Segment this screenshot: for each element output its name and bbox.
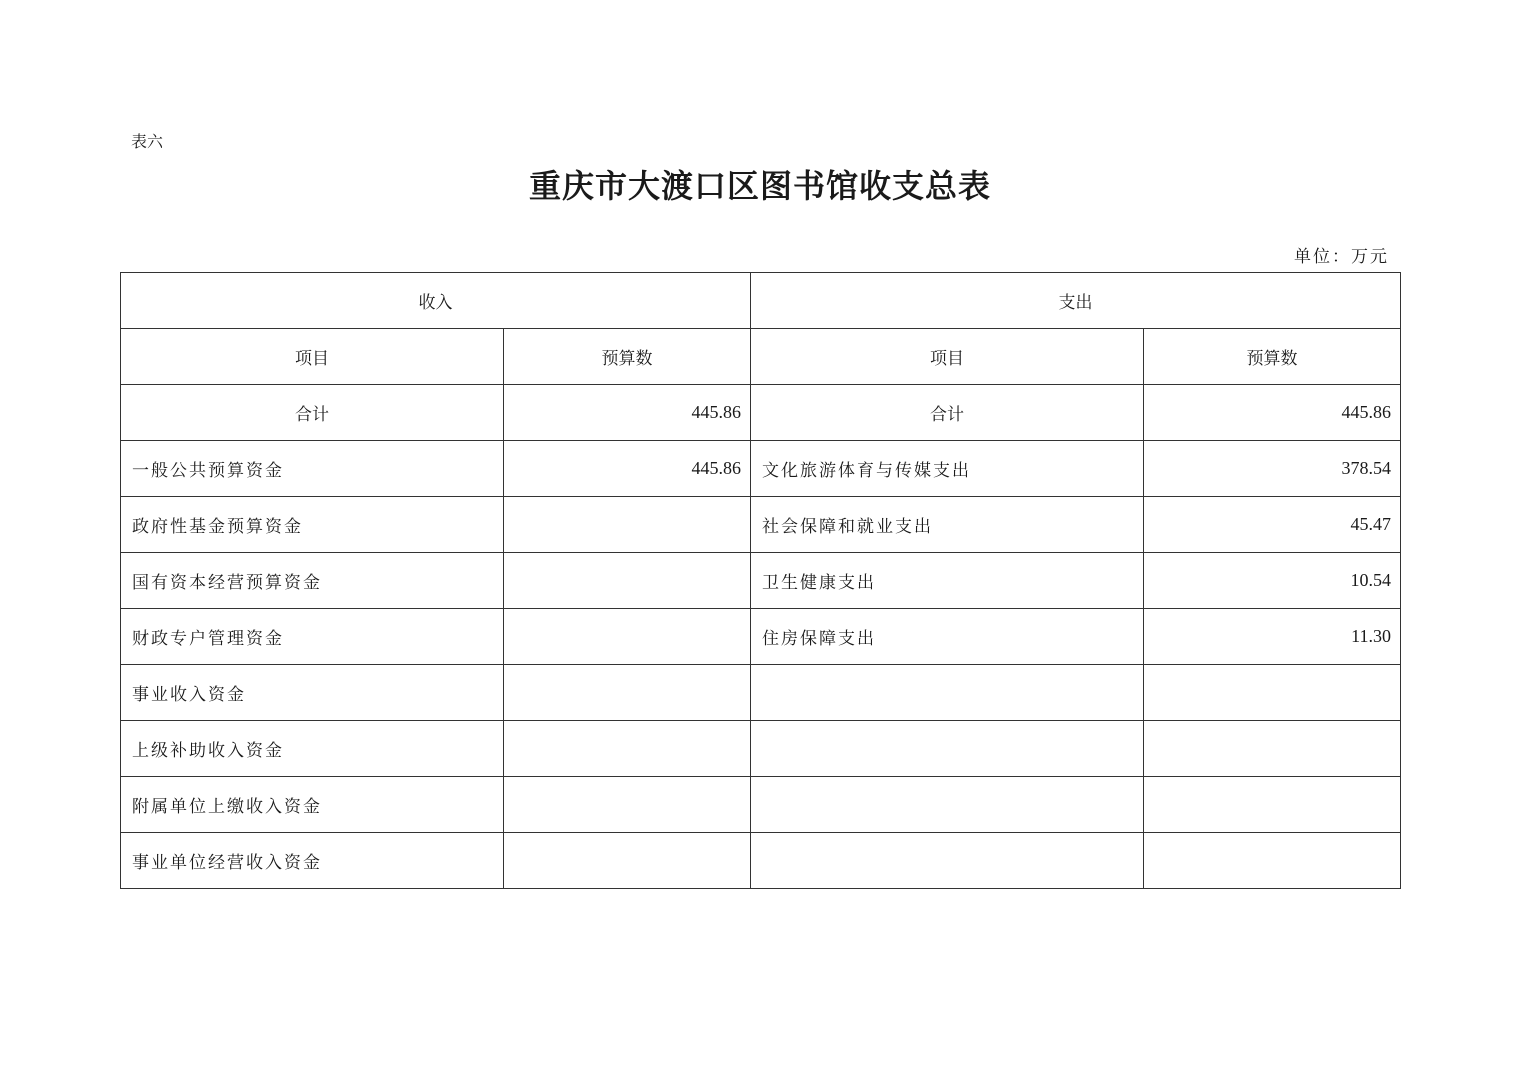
table-row [121, 833, 1401, 889]
expense-item-value: 10.54 [1144, 553, 1401, 609]
income-item-value [504, 833, 751, 889]
income-total-label: 合计 [121, 385, 504, 441]
expense-item-value: 378.54 [1144, 441, 1401, 497]
income-item-name: 事业单位经营收入资金 [121, 833, 504, 889]
table-row [121, 441, 1401, 497]
table-row [121, 721, 1401, 777]
income-item-value [504, 777, 751, 833]
expense-item-name: 社会保障和就业支出 [751, 497, 1144, 553]
expense-item-value: 11.30 [1144, 609, 1401, 665]
document-title: 重庆市大渡口区图书馆收支总表 [528, 167, 991, 205]
expense-budget-column-header: 预算数 [1144, 329, 1401, 385]
expense-item-name: 卫生健康支出 [751, 553, 1144, 609]
section-header-row [121, 273, 1401, 329]
expense-item-value [1144, 777, 1401, 833]
income-item-name: 财政专户管理资金 [121, 609, 504, 665]
expense-item-name [751, 665, 1144, 721]
table-row [121, 777, 1401, 833]
income-budget-column-header: 预算数 [504, 329, 751, 385]
table-row [121, 553, 1401, 609]
expense-item-column-header: 项目 [751, 329, 1144, 385]
income-item-value: 445.86 [504, 441, 751, 497]
expense-section-header: 支出 [751, 273, 1401, 329]
income-item-name: 附属单位上缴收入资金 [121, 777, 504, 833]
expense-item-name [751, 721, 1144, 777]
income-item-name: 上级补助收入资金 [121, 721, 504, 777]
column-header-row [121, 329, 1401, 385]
income-item-value [504, 609, 751, 665]
expense-item-name: 住房保障支出 [751, 609, 1144, 665]
expense-item-value [1144, 721, 1401, 777]
budget-table [120, 272, 1401, 889]
income-item-column-header: 项目 [121, 329, 504, 385]
unit-label: 单位：万元 [1294, 247, 1389, 267]
income-total-value: 445.86 [504, 385, 751, 441]
expense-item-value [1144, 833, 1401, 889]
expense-total-value: 445.86 [1144, 385, 1401, 441]
income-section-header: 收入 [121, 273, 751, 329]
income-item-name: 政府性基金预算资金 [121, 497, 504, 553]
expense-item-value: 45.47 [1144, 497, 1401, 553]
income-item-value [504, 553, 751, 609]
income-item-value [504, 497, 751, 553]
income-item-name: 事业收入资金 [121, 665, 504, 721]
table-row [121, 609, 1401, 665]
expense-item-name [751, 833, 1144, 889]
table-row [121, 497, 1401, 553]
table-number-label: 表六 [131, 132, 164, 151]
income-item-name: 一般公共预算资金 [121, 441, 504, 497]
table-row [121, 665, 1401, 721]
expense-item-value [1144, 665, 1401, 721]
expense-item-name: 文化旅游体育与传媒支出 [751, 441, 1144, 497]
income-item-name: 国有资本经营预算资金 [121, 553, 504, 609]
expense-item-name [751, 777, 1144, 833]
income-item-value [504, 721, 751, 777]
expense-total-label: 合计 [751, 385, 1144, 441]
income-item-value [504, 665, 751, 721]
total-row [121, 385, 1401, 441]
